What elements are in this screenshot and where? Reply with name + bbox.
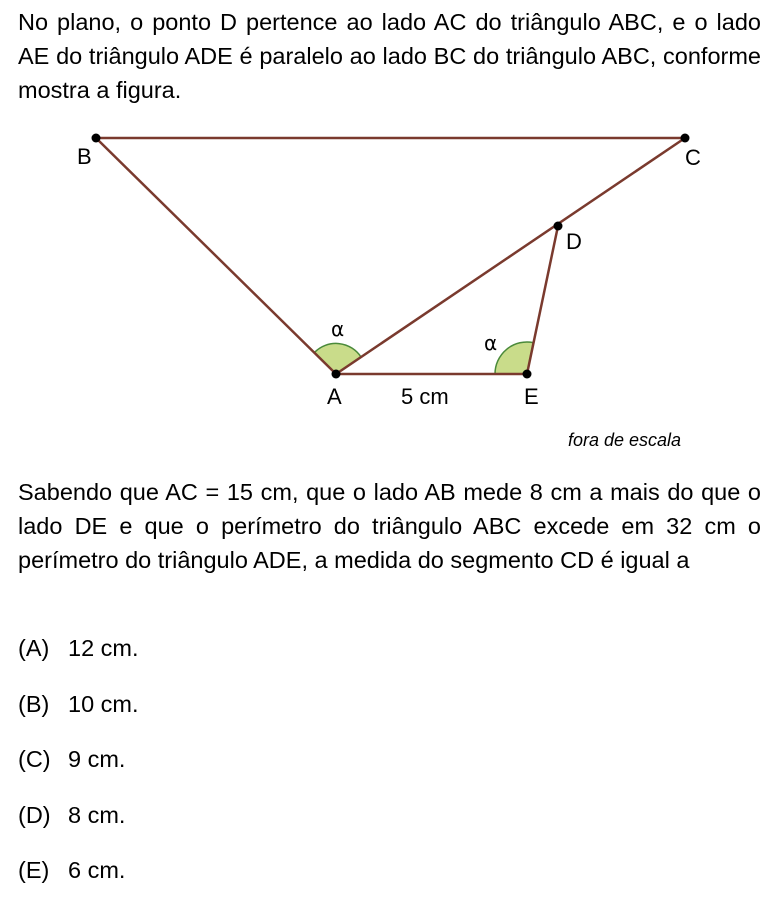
label-a: A [327,384,342,409]
option-text: 6 cm. [68,857,126,883]
scale-note: fora de escala [568,430,682,450]
label-d: D [566,229,582,254]
point-b [92,134,101,143]
segment-ae-length-label: 5 cm [401,384,449,409]
triangle-figure [0,118,776,458]
angle-label-e: α [484,331,498,355]
point-d [554,222,563,231]
point-e [523,370,532,379]
label-c: C [685,145,701,170]
angle-label-a: α [331,317,345,341]
option-text: 12 cm. [68,635,139,661]
segment-de [527,226,558,374]
option-letter: (E) [18,857,50,883]
segment-ac [336,138,685,374]
option-letter: (B) [18,690,50,717]
option-e[interactable] [18,850,139,906]
point-a [332,370,341,379]
answer-options [18,628,139,906]
triangle-figure-svg [0,118,776,458]
intro-paragraph: No plano, o ponto D pertence ao lado AC do triângulo ABC, e o lado AE do triângulo ADE é paralelo ao lado BC do triângulo ABC, conforme mostra a figura. [18,9,761,103]
option-d[interactable] [18,795,139,851]
option-letter: (A) [18,635,50,661]
label-b: B [77,144,92,169]
point-c [681,134,690,143]
option-text: 9 cm. [68,746,126,772]
option-c[interactable] [18,739,139,795]
option-letter: (D) [18,801,51,828]
option-letter: (C) [18,746,51,772]
option-b[interactable] [18,684,139,740]
segment-ab [96,138,336,374]
option-a[interactable] [18,628,139,684]
option-text: 8 cm. [68,801,126,828]
question-paragraph: Sabendo que AC = 15 cm, que o lado AB mede 8 cm a mais do que o lado DE e que o perímetro do triângulo ABC excede em 32 cm o perímetro do triângulo ADE, a medida do segmento CD é igual a [18,479,761,573]
label-e: E [524,384,539,409]
option-text: 10 cm. [68,690,139,717]
